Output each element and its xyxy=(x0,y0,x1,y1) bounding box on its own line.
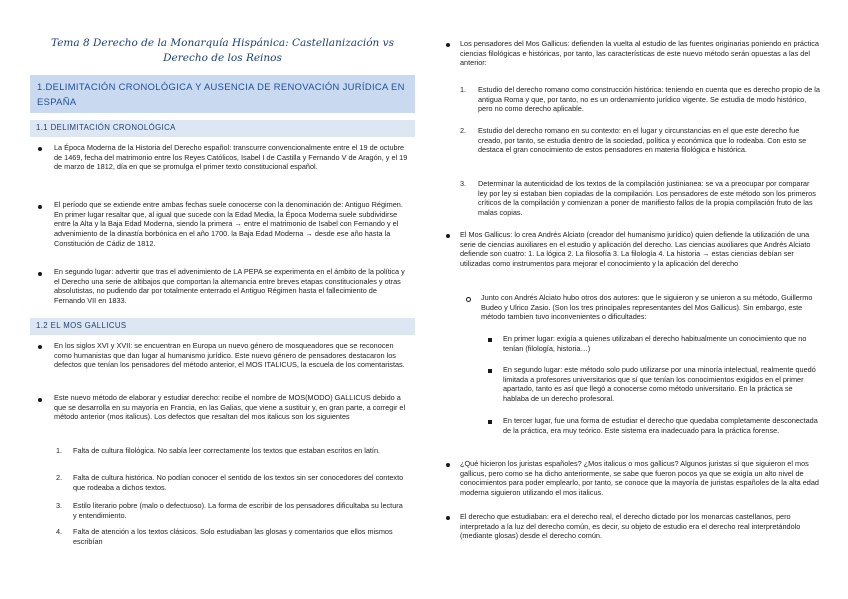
subsection-heading-1-2: 1.2 EL MOS GALLICUS xyxy=(30,318,415,335)
right-paragraph-1 xyxy=(460,39,820,68)
left-list-item-2 xyxy=(73,473,408,492)
left-text-3: En segundo lugar: advertir que tras el advenimiento de LA PEPA se experimenta en el ámbito de la política y el Derecho una serie de altibajos que comportan la alternancia entre breves etapas constitucionales y otras absolutistas, no pudiendo dar por totalmente enterrado el Antiguo Régimen hasta el fallecimiento de Fernando VII en 1833. xyxy=(54,267,405,305)
right-list-text-3: Determinar la autenticidad de los textos de la compilación justinianea: se va a preocupar por comparar ley por ley si estaban bien copiadas de la compilación. Los pensadores de este método son los primeros críticos de la compilación y comienzan a poner de manifiesto fallos de la propia compilación fruto de las malas copias. xyxy=(478,179,816,217)
left-list-text-2: Falta de cultura histórica. No podían conocer el sentido de los textos sin ser conocedores del contexto que rodeaba a dichos textos. xyxy=(73,473,404,492)
square-bullet-icon xyxy=(488,369,492,373)
list-number: 2. xyxy=(56,473,63,482)
left-list-item-4 xyxy=(73,527,408,546)
list-number: 3. xyxy=(56,501,63,510)
right-subitem-text-3: En tercer lugar, fue una forma de estudiar el derecho que quedaba completamente desconectada de la práctica, era muy teórico. Este sistema era inadecuado para la práctica forense. xyxy=(503,416,818,435)
right-subitem-text-2: En segundo lugar: este método solo pudo utilizarse por una minoría intelectual, realmente quedó limitada a profesores universitarios que sí que tenían los conocimientos exigidos en el primer apartado, tanto es así que llegó a conocerse como método universitario. En la práctica se hablaba de un derecho profesoral. xyxy=(503,365,816,403)
page-title: Tema 8 Derecho de la Monarquía Hispánica: Castellanización vs Derecho de los Reinos xyxy=(51,37,394,65)
list-number: 1. xyxy=(56,446,63,455)
list-number: 1. xyxy=(460,85,467,94)
left-list-text-4: Falta de atención a los textos clásicos. Solo estudiaban las glosas y comentarios que ellos mismos escribían xyxy=(73,527,393,546)
left-paragraph-2 xyxy=(54,200,410,248)
square-bullet-icon xyxy=(488,338,492,342)
right-list-text-1: Estudio del derecho romano como construcción histórica: teniendo en cuenta que es derecho propio de la antigua Roma y que, por tanto, no es un ordenamiento jurídico vigente. Se estudia de modo histórico, pero no como derecho aplicable. xyxy=(478,85,820,114)
right-list-item-1 xyxy=(478,85,820,114)
right-text-2: El Mos Gallicus: lo crea Andrés Alciato (creador del humanismo jurídico) quien defiende la utilización de una serie de ciencias auxiliares en el estudio y aplicación del derecho. Las ciencias auxiliares que Andrés Alciato defiende son cuatro: 1. La lógica 2. La filosofía 3. La filología 4. La historia → estas ciencias debían ser utilizadas como instrumentos para mejorar el conocimiento y la aplicación del derecho xyxy=(460,230,811,268)
bullet-icon xyxy=(446,463,450,467)
right-subitem-3 xyxy=(503,416,820,435)
right-list-item-3 xyxy=(478,179,820,218)
left-text-2: El período que se extiende entre ambas fechas suele conocerse con la denominación de: Antiguo Régimen. En primer lugar resaltar que, al igual que sucede con la Edad Media, la Época Moderna suele subdividirse entre la Alta y la Baja Edad Moderna, siendo la primera → entre el matrimonio de Isabel con Fernando y el advenimiento de la dinastía borbónica en el año 1700. la Baja Edad Moderna → desde ese año hasta la Constitución de Cádiz de 1812. xyxy=(54,200,403,248)
right-paragraph-2 xyxy=(460,230,820,269)
list-number: 2. xyxy=(460,126,467,135)
right-subtext-1: Junto con Andrés Alciato hubo otros dos autores: que le siguieron y se unieron a su método, Guillermo Budeo y Ulrico Zasio. (Son los tres principales representantes del Mos Gallicus). Sin embargo, este método tambien tuvo inconvenientes o dificultades: xyxy=(481,293,813,322)
left-list-text-1: Falta de cultura filológica. No sabía leer correctamente los textos que estaban escritos en latín. xyxy=(73,446,381,455)
right-subitem-2 xyxy=(503,365,820,404)
sub-bullet-icon xyxy=(466,297,471,302)
bullet-icon xyxy=(38,272,42,276)
right-paragraph-3 xyxy=(460,459,820,498)
bullet-icon xyxy=(446,516,450,520)
left-list-text-3: Estilo literario pobre (malo o defectuoso). La forma de escribir de los pensadores dificultaba su lectura y entendimiento. xyxy=(73,501,403,520)
left-paragraph-5 xyxy=(54,393,410,422)
square-bullet-icon xyxy=(488,420,492,424)
right-list-text-2: Estudio del derecho romano en su contexto: en el lugar y circunstancias en el que este derecho fue creado, por tanto, se estudia dentro de la sociedad, política y económica que lo rodeaba. Con esto se destaca el gran conocimiento de estos pensadores en materia filológica e histórica. xyxy=(478,126,807,155)
list-number: 3. xyxy=(460,179,467,188)
list-number: 4. xyxy=(56,527,63,536)
bullet-icon xyxy=(38,398,42,402)
right-subparagraph-1 xyxy=(481,293,820,322)
right-subitem-text-1: En primer lugar: exigía a quienes utilizaban el derecho habitualmente un conocimiento que no tenían (filología, historia…) xyxy=(503,334,807,353)
left-text-1: La Época Moderna de la Historia del Derecho español: transcurre convencionalmente entre el 19 de octubre de 1469, fecha del matrimonio entre los Reyes Católicos, Isabel I de Castilla y Fernando V de Aragón, y el 19 de marzo de 1812, día en que se promulga el primer texto constitucional español. xyxy=(54,143,408,172)
bullet-icon xyxy=(38,205,42,209)
bullet-icon xyxy=(38,147,42,151)
left-text-5: Este nuevo método de elaborar y estudiar derecho: recibe el nombre de MOS(MODO) GALLICUS debido a que se desarrolla en su mayoría en Francia, en las Galias, que viene a sustituir y, en gran parte, a corregir el método anterior (mos italicus). Los defectos que resaltan del mos italicus son los siguientes xyxy=(54,393,406,422)
left-list-item-3 xyxy=(73,501,408,520)
left-paragraph-1 xyxy=(54,143,410,172)
left-paragraph-3 xyxy=(54,267,410,306)
right-list-item-2 xyxy=(478,126,820,155)
bullet-icon xyxy=(38,345,42,349)
subsection-heading-1-1: 1.1 DELIMITACIÓN CRONOLÓGICA xyxy=(30,120,415,137)
right-text-4: El derecho que estudiaban: era el derecho real, el derecho dictado por los monarcas castellanos, pero interpretado a la luz del derecho común, es decir, su objeto de estudio era el derecho real interpretándolo (mediante glosas) desde el derecho común. xyxy=(460,512,801,541)
left-text-4: En los siglos XVI y XVII: se encuentran en Europa un nuevo género de mosqueadores que se reconocen como humanistas que dan lugar al humanismo jurídico. Este nuevo género de pensadores destacaron los defectos que tenían los pensadores del método anterior, el MOS ITALICUS, la escuela de los comentaristas. xyxy=(54,341,405,370)
section-heading-1: 1.DELIMITACIÓN CRONOLÓGICA Y AUSENCIA DE RENOVACIÓN JURÍDICA EN ESPAÑA xyxy=(30,75,415,113)
bullet-icon xyxy=(446,234,450,238)
right-text-3: ¿Qué hicieron los juristas españoles? ¿Mos italicus o mos gallicus? Algunos juristas sí que siguieron el mos gallicus, pero como se ha dicho anteriormente, se sabe que fueron pocos ya que se exigía un alto nivel de conocimientos para poder emplearlo, por tanto, se conoce que la mayoría de juristas españoles de la alta edad moderna siguieron utilizando el mos italicus. xyxy=(460,459,819,497)
right-text-1: Los pensadores del Mos Gallicus: defienden la vuelta al estudio de las fuentes originarias poniendo en práctica ciencias filológicas e históricas, por tanto, las características de este nuevo método serán opuestas a las del anterior: xyxy=(460,39,819,68)
left-paragraph-4 xyxy=(54,341,410,370)
left-list-item-1 xyxy=(73,446,408,456)
right-paragraph-4 xyxy=(460,512,820,541)
bullet-icon xyxy=(446,43,450,47)
right-subitem-1 xyxy=(503,334,820,353)
